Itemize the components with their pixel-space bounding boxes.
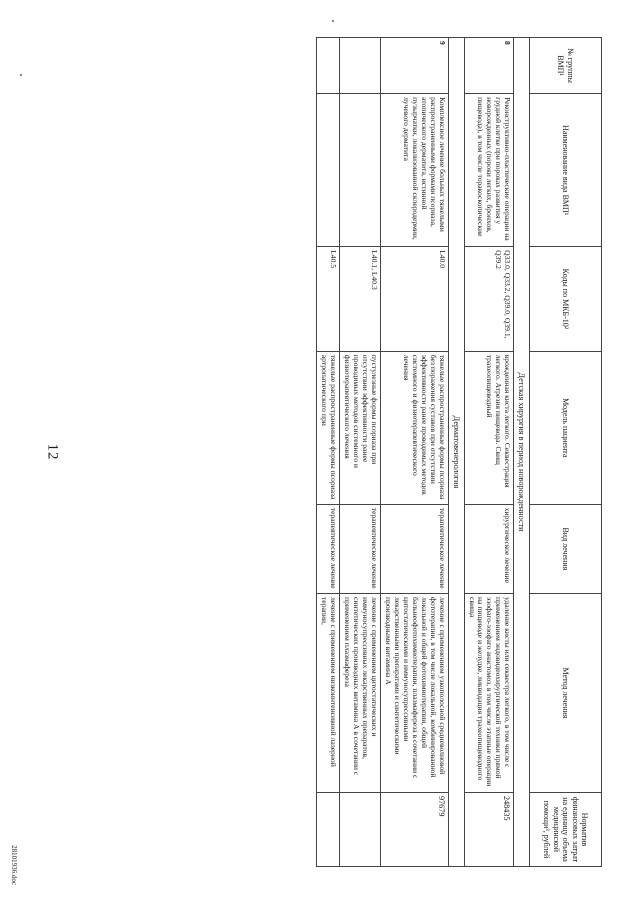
header-cost-norm: Норматив финансовых затрат на единицу объема медицинской помощи³, рублей bbox=[530, 792, 602, 866]
table-row bbox=[340, 38, 381, 867]
scan-speck bbox=[20, 74, 22, 76]
section-row bbox=[448, 38, 464, 867]
scan-speck bbox=[332, 20, 334, 22]
row-patient-model: тяжелые распространенные формы псориаза без поражения суставов при отсутствии эффективности ранее проводимых методов системного и физиотерапевтического лечения bbox=[381, 351, 449, 504]
row-treatment-type: терапевтическое лечение bbox=[317, 504, 340, 593]
row-patient-model: тяжелые распространенные формы псориаза артропатического при bbox=[317, 351, 340, 504]
table-row bbox=[464, 38, 514, 867]
row-treatment-method: лечение с применением узкополосной средневолновой фототерапии, в том числе локальной, комбинированной локальной и общей фотохимиотерапии, общей бальнеофотохимиотерапии, плазмафереза в сочетании с цитостатическими и иммуносупрессивными лекарственными препаратами и синтетическими производными витамина А bbox=[381, 594, 449, 793]
row-cost: 248435 bbox=[464, 792, 514, 866]
section-title: Детская хирургия в период новорожденности bbox=[514, 38, 530, 867]
header-vmp-name: Наименование вида ВМП¹ bbox=[530, 94, 602, 247]
row-number: 9 bbox=[381, 38, 449, 94]
row-icd-codes: L40.5 bbox=[317, 247, 340, 352]
table-row bbox=[317, 38, 340, 867]
row-cost bbox=[340, 792, 381, 866]
row-vmp-name: Комплексное лечение больных тяжелыми распространенными формами псориаза, атопического дерматита, истинной пузырчатки, локализованной склеродермии, лучевого дерматита bbox=[381, 94, 449, 247]
header-group-number: № группы ВМП¹ bbox=[530, 38, 602, 94]
row-number bbox=[340, 38, 381, 94]
row-cost bbox=[317, 792, 340, 866]
row-patient-model: пустулезные формы псориаза при отсутствии эффективности ранее проводимых методов системного и физиотерапевтического лечения bbox=[340, 351, 381, 504]
row-treatment-method: лечение с применением низкоинтенсивной лазерной терапии, bbox=[317, 594, 340, 793]
file-stamp: 28101936.doc bbox=[10, 845, 18, 885]
header-patient-model: Модель пациента bbox=[530, 351, 602, 504]
row-cost: 97679 bbox=[381, 792, 449, 866]
row-treatment-type: терапевтическое лечение bbox=[340, 504, 381, 593]
section-row bbox=[514, 38, 530, 867]
header-treatment-type: Вид лечения bbox=[530, 504, 602, 593]
row-treatment-type: терапевтическое лечение bbox=[381, 504, 449, 593]
row-patient-model: врожденная киста легкого. Секвестрация легкого. Атрезия пищевода. Свищ трахеопищеводный bbox=[464, 351, 514, 504]
row-number: 8 bbox=[464, 38, 514, 94]
row-icd-codes: L40.0 bbox=[381, 247, 449, 352]
row-treatment-method: лечение с применением цитостатических и иммуносупрессивных лекарственных препаратов, синтетических производных витамина А в сочетании с применением плазмафереза bbox=[340, 594, 381, 793]
row-number bbox=[317, 38, 340, 94]
vmp-table bbox=[317, 37, 603, 867]
table-header-row bbox=[530, 38, 602, 867]
row-treatment-type: хирургическое лечение bbox=[464, 504, 514, 593]
row-treatment-method: удаление кисты или секвестра легкого, в том числе с применением эндовидеохирургической техники прямой эзофаго-эзофаго анастомоз, в том числе этапные операции на пищеводе и желудке, ликвидация трахеопищеводного свища bbox=[464, 594, 514, 793]
row-icd-codes: L40.1, L40.3 bbox=[340, 247, 381, 352]
header-treatment-method: Метод лечения bbox=[530, 594, 602, 793]
rotated-table-wrapper bbox=[72, 37, 602, 867]
page-number: 12 bbox=[44, 443, 61, 461]
row-vmp-name bbox=[340, 94, 381, 247]
table-row bbox=[381, 38, 449, 867]
row-vmp-name: Реконструктивно-пластические операции на грудной клетке при пороках развития у новорожденных (пороки легких, бронхов, пищевода), в том числе торакоскопические bbox=[464, 94, 514, 247]
row-icd-codes: Q33.0, Q33.2, Q39.0, Q39.1, Q39.2 bbox=[464, 247, 514, 352]
section-title: Дерматовенерология bbox=[448, 38, 464, 867]
header-icd-codes: Коды по МКБ-10² bbox=[530, 247, 602, 352]
row-vmp-name bbox=[317, 94, 340, 247]
